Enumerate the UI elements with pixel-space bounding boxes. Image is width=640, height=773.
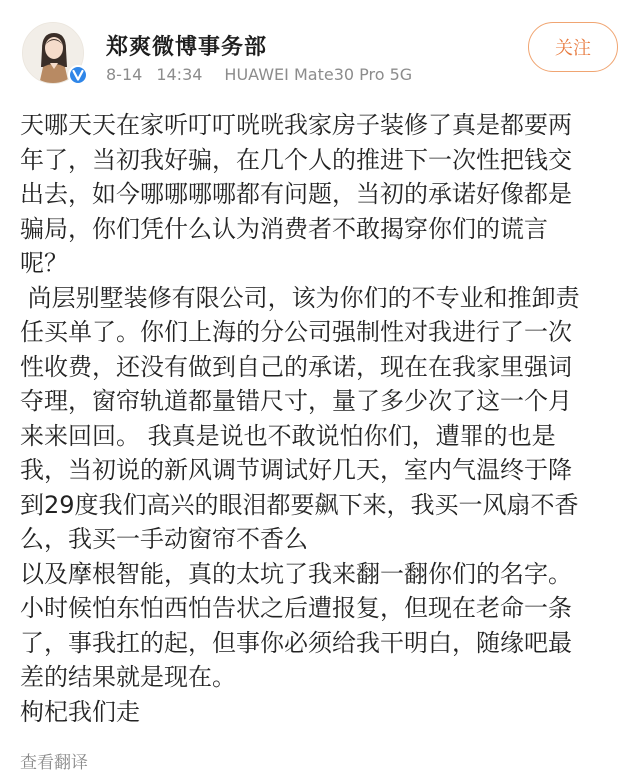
post-line: 了，事我扛的起，但事你必须给我干明白，随缘吧最 [20, 628, 572, 657]
username[interactable]: 郑爽微博事务部 [106, 35, 268, 60]
post-line: 年了，当初我好骗，在几个人的推进下一次性把钱交 [20, 145, 572, 174]
follow-button[interactable]: 关注 [528, 22, 618, 72]
post-line: 尚层别墅装修有限公司，该为你们的不专业和推卸责 [20, 283, 580, 312]
post-line: 小时候怕东怕西怕告状之后遭报复，但现在老命一条 [20, 594, 572, 622]
post-line: 骗局，你们凭什么认为消费者不敢揭穿你们的谎言 [20, 214, 548, 243]
post-line: 差的结果就是现在。 [20, 663, 236, 691]
translate-link[interactable]: 查看翻译 [20, 753, 88, 773]
post-line: 到29度我们高兴的眼泪都要飙下来，我买一风扇不香 [20, 490, 579, 519]
post-line: 枸杞我们走 [20, 697, 140, 726]
verified-icon [68, 65, 88, 85]
post-time: 14:34 [156, 65, 203, 84]
post-line: 来来回回。 我真是说也不敢说怕你们，遭罪的也是 [20, 421, 556, 450]
post-line: 性收费，还没有做到自己的承诺，现在在我家里强词 [20, 352, 572, 381]
post-line: 呢？ [20, 249, 68, 277]
post-line: 以及摩根智能，真的太坑了我来翻一翻你们的名字。 [20, 559, 572, 588]
post-header [0, 0, 640, 100]
post-line: 我，当初说的新风调节调试好几天，室内气温终于降 [20, 456, 572, 484]
post-body [20, 108, 624, 729]
post-meta [106, 65, 412, 84]
post-date: 8-14 [106, 65, 143, 84]
post-line: 天哪天天在家听叮叮咣咣我家房子装修了真是都要两 [20, 111, 572, 139]
post-line: 任买单了。你们上海的分公司强制性对我进行了一次 [20, 318, 572, 346]
post-line: 么，我买一手动窗帘不香么 [20, 525, 308, 553]
post-line: 夺理，窗帘轨道都量错尺寸，量了多少次了这一个月 [20, 387, 572, 415]
avatar-wrapper[interactable] [22, 22, 84, 84]
post-device: HUAWEI Mate30 Pro 5G [224, 65, 413, 84]
post-line: 出去，如今哪哪哪哪都有问题，当初的承诺好像都是 [20, 180, 572, 208]
